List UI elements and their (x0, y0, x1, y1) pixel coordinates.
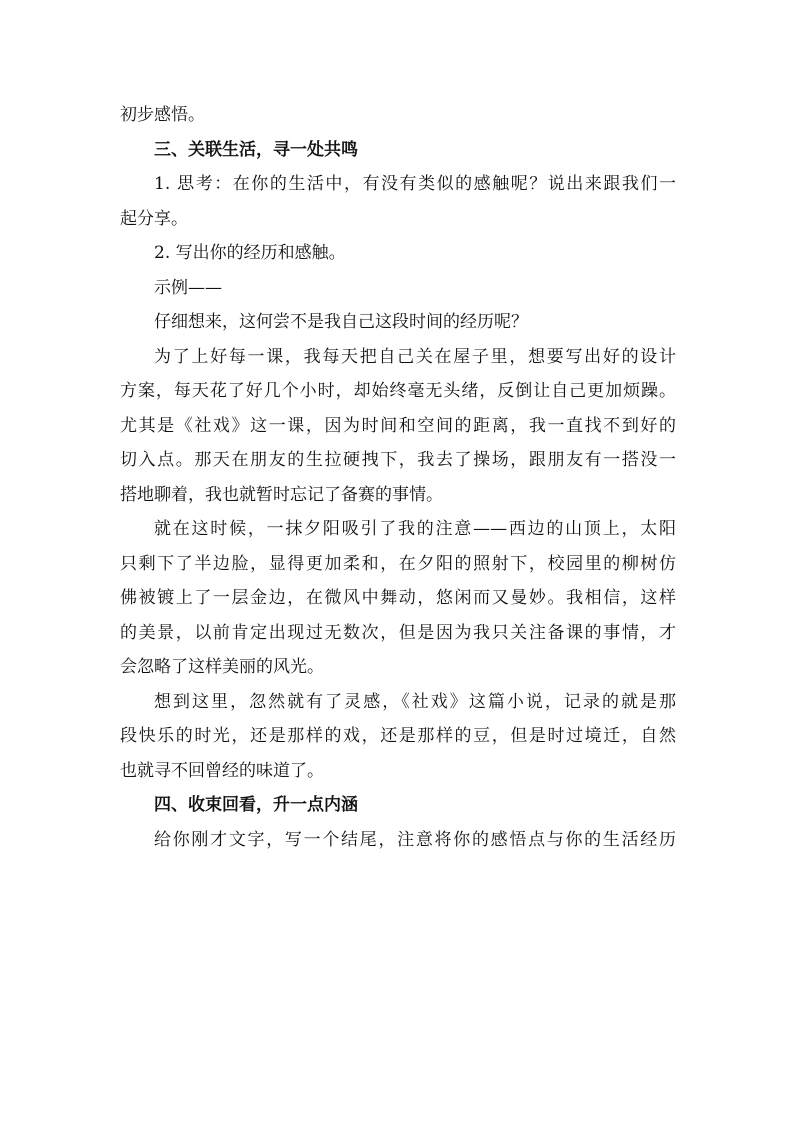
text-line-17: 想到这里，忽然就有了灵感，《社戏》这篇小说，记录的就是那 (154, 691, 676, 712)
text-line-13: 只剩下了半边脸，显得更加柔和，在夕阳的照射下，校园里的柳树仿 (120, 553, 676, 574)
text-line-8: 方案，每天花了好几个小时，却始终毫无头绪，反倒让自己更加烦躁。 (120, 381, 676, 401)
text-line-11: 搭地聊着，我也就暂时忘记了备赛的事情。 (120, 484, 443, 505)
text-line-6: 仔细想来，这何尝不是我自己这段时间的经历呢？ (154, 312, 528, 332)
text-line-15: 的美景，以前肯定出现过无数次，但是因为我只关注备课的事情，才 (120, 622, 676, 643)
text-line-14: 佛被镀上了一层金边，在微风中舞动，悠闲而又曼妙。我相信，这样 (120, 588, 676, 608)
section-heading-4: 四、收束回看，升一点内涵 (154, 795, 358, 815)
text-line-0: 初步感悟。 (120, 105, 205, 125)
text-line-2: 1. 思考：在你的生活中，有没有类似的感触呢？说出来跟我们一 (154, 174, 676, 194)
text-line-5: 示例—— (154, 277, 222, 298)
text-line-10: 切入点。那天在朋友的生拉硬拽下，我去了操场，跟朋友有一搭没一 (120, 450, 676, 470)
text-line-12: 就在这时候，一抹夕阳吸引了我的注意——西边的山顶上，太阳 (154, 519, 676, 539)
text-line-19: 也就寻不回曾经的味道了。 (120, 760, 324, 781)
text-line-16: 会忽略了这样美丽的风光。 (120, 657, 324, 677)
text-line-18: 段快乐的时光，还是那样的戏，还是那样的豆，但是时过境迁，自然 (120, 726, 676, 746)
section-heading-3: 三、关联生活，寻一处共鸣 (154, 139, 358, 160)
text-line-9: 尤其是《社戏》这一课，因为时间和空间的距离，我一直找不到好的 (120, 415, 676, 436)
text-line-7: 为了上好每一课，我每天把自己关在屋子里，想要写出好的设计 (154, 346, 676, 367)
document-page (120, 98, 676, 857)
text-line-3: 起分享。 (120, 208, 188, 229)
text-line-21: 给你刚才文字，写一个结尾，注意将你的感悟点与你的生活经历 (154, 829, 676, 850)
text-line-4: 2. 写出你的经历和感触。 (154, 243, 346, 263)
